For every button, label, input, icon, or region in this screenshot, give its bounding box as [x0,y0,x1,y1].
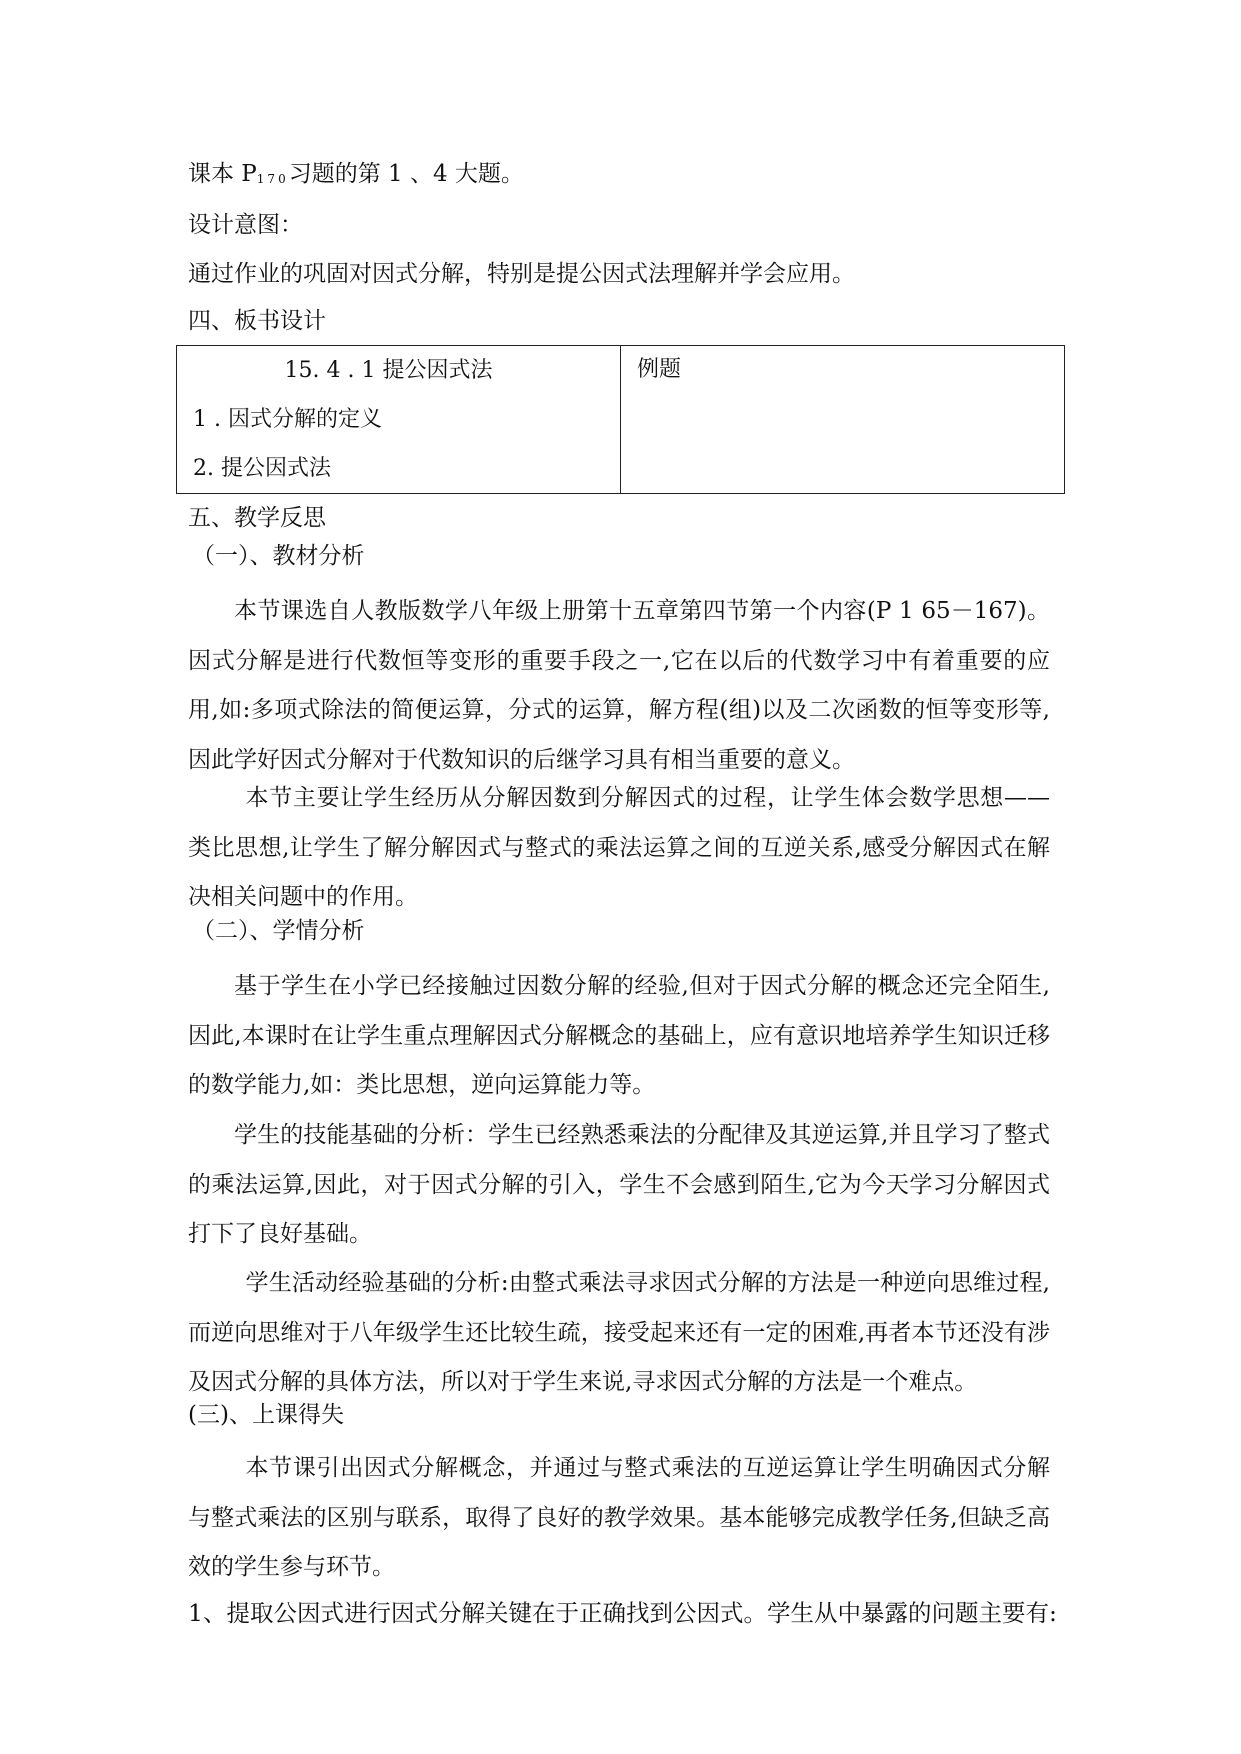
design-text: 通过作业的巩固对因式分解，特别是提公因式法理解并学会应用。 [188,261,855,287]
board-title: 15. 4 . 1 提公因式法 [284,358,493,383]
subsection-1-title: （一）、教材分析 [192,543,365,569]
paragraph-student-background: 基于学生在小学已经接触过因数分解的经验,但对于因式分解的概念还完全陌生,因此,本课时在让学生重点理解因式分解概念的基础上，应有意识地培养学生知识迁移的数学能力,如：类比思想，逆向运算能力等。 [188,973,1050,1098]
paragraph-skill-basis: 学生的技能基础的分析：学生已经熟悉乘法的分配律及其逆运算,并且学习了整式的乘法运算,因此，对于因式分解的引入，学生不会感到陌生,它为今天学习分解因式打下了良好基础。 [188,1122,1050,1247]
design-label: 设计意图： [188,212,303,238]
paragraph-main-content: 本节主要让学生经历从分解因数到分解因式的过程，让学生体会数学思想——类比思想,让学生了解分解因式与整式的乘法运算之间的互逆关系,感受分解因式在解决相关问题中的作用。 [188,785,1050,910]
section-4-title: 四、板书设计 [188,308,326,334]
point-1-line: 1、提取公因式进行因式分解关键在于正确找到公因式。学生从中暴露的问题主要有: [188,1599,1057,1627]
board-design-table [176,345,1065,494]
board-example-label: 例题 [637,357,682,382]
board-item-1: 1 . 因式分解的定义 [193,407,382,432]
paragraph-textbook-analysis: 本节课选自人教版数学八年级上册第十五章第四节第一个内容(P 1 65－167)。因式分解是进行代数恒等变形的重要手段之一,它在以后的代数学习中有着重要的应用,如:多项式除法的简便运算，分式的运算，解方程(组)以及二次函数的恒等变形等,因此学好因式分解对于代数知识的后继学习具有相当重要的意义。 [188,598,1050,773]
paragraph-lesson-review: 本节课引出因式分解概念，并通过与整式乘法的互逆运算让学生明确因式分解与整式乘法的区别与联系，取得了良好的教学效果。基本能够完成教学任务,但缺乏高效的学生参与环节。 [188,1455,1050,1580]
paragraph-activity-basis: 学生活动经验基础的分析:由整式乘法寻求因式分解的方法是一种逆向思维过程,而逆向思维对于八年级学生还比较生疏，接受起来还有一定的困难,再者本节还没有涉及因式分解的具体方法，所以对于学生来说,寻求因式分解的方法是一个难点。 [188,1270,1050,1395]
page-subscript: 170 [256,172,289,186]
board-right-cell [621,346,1065,494]
subsection-3-title: (三)、上课得失 [188,1402,344,1428]
board-item-2: 2. 提公因式法 [193,456,331,481]
homework-post: 习题的第 1 、4 大题。 [288,161,524,187]
board-left-cell [177,346,621,494]
homework-line [188,159,524,194]
homework-pre: 课本 P [188,161,257,187]
section-5-title: 五、教学反思 [188,505,326,531]
subsection-2-title: （二）、学情分析 [192,918,365,944]
